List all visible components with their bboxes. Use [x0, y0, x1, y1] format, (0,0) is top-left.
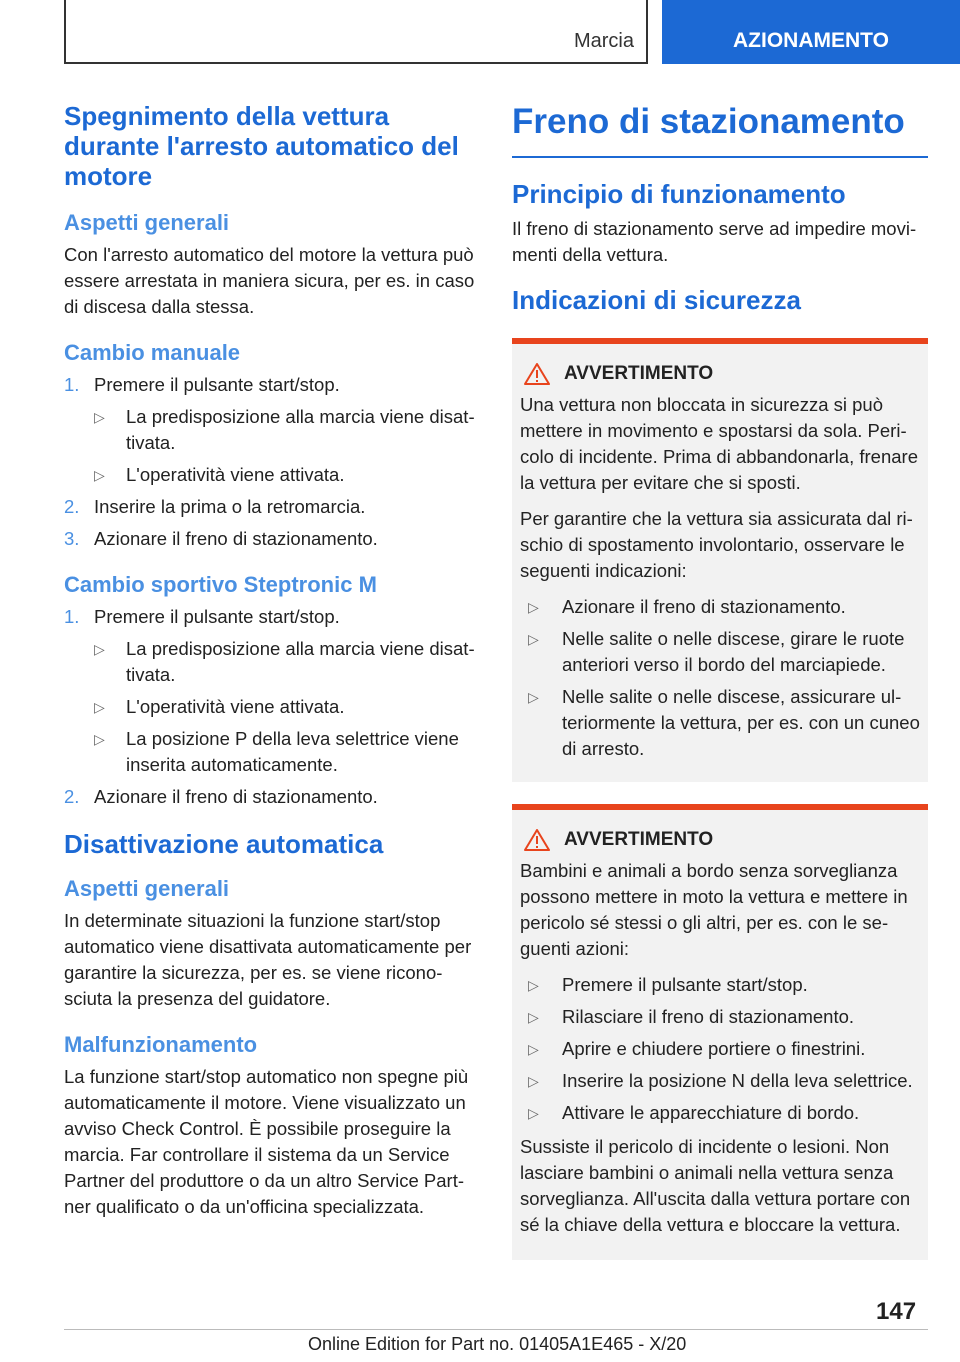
paragraph: Il freno di stazionamento serve ad impedire movimenti della vettura.	[512, 217, 917, 265]
list-item: ▷ La predisposizione alla marcia viene disattivata.	[92, 636, 478, 688]
triangle-bullet-icon: ▷	[528, 1072, 539, 1089]
numbered-list	[64, 372, 478, 552]
warning-triangle-icon	[524, 828, 550, 852]
triangle-bullet-icon: ▷	[528, 598, 539, 615]
left-column	[64, 102, 478, 1240]
paragraph: Una vettura non bloccata in sicurezza si può mettere in movimento e spostarsi da sola. Pericolo di incidente. Prima di abbandonarla, frenare la vettura per evitare che si sposti.	[520, 393, 918, 493]
list-item: ▷ Inserire la posizione N della leva selettrice.	[520, 1068, 920, 1094]
triangle-bullet-icon: ▷	[94, 698, 105, 715]
triangle-bullet-icon: ▷	[528, 1040, 539, 1057]
section-general-2	[64, 876, 478, 1012]
header-frame	[64, 0, 648, 64]
triangle-bullet-icon: ▷	[94, 640, 105, 657]
bullet-list	[520, 594, 920, 762]
triangle-bullet-icon: ▷	[94, 408, 105, 425]
subsection-title: Cambio sportivo Steptronic M	[64, 571, 377, 597]
footer-text: Online Edition for Part no. 01405A1E465 - X/20	[308, 1334, 687, 1354]
right-column	[512, 102, 928, 1278]
triangle-bullet-icon: ▷	[528, 688, 539, 705]
page-number: 147	[876, 1298, 917, 1325]
list-item: ▷ Azionare il freno di stazionamento.	[520, 594, 920, 620]
paragraph: Per garantire che la vettura sia assicurata dal rischio di spostamento involontario, osservare le seguenti indicazioni:	[520, 507, 913, 581]
warning-triangle-icon	[524, 362, 550, 386]
section-principle	[512, 180, 928, 268]
warning-label: AVVERTIMENTO	[564, 362, 714, 384]
paragraph: In determinate situazioni la funzione start/stop automatico viene disattivata automaticamente per garantire la sicurezza, per es. se viene riconosciuta la presenza del guidatore.	[64, 909, 472, 1009]
bullet-list	[92, 404, 478, 488]
subsection-title: Cambio manuale	[64, 339, 241, 365]
header-section: Marcia	[573, 30, 634, 52]
triangle-bullet-icon: ▷	[528, 976, 539, 993]
triangle-bullet-icon: ▷	[528, 1104, 539, 1121]
warning-box	[512, 338, 928, 782]
header-chapter-tab: AZIONAMENTO	[662, 0, 960, 64]
triangle-bullet-icon: ▷	[528, 630, 539, 647]
triangle-bullet-icon: ▷	[94, 466, 105, 483]
paragraph: La funzione start/stop automatico non spegne più automaticamente il motore. Viene visualizzato un avviso Check Control. È possibile proseguire la marcia. Far controllare il sistema da un Service Partner del produttore o da un altro Service Partner qualificato o da un'officina specializzata.	[64, 1065, 469, 1217]
list-item: ▷ Nelle salite o nelle discese, assicurare ulteriormente la vettura, per es. con un cuneo di arresto.	[520, 684, 920, 762]
footer-divider	[64, 1329, 928, 1330]
list-item: ▷ La posizione P della leva selettrice viene inserita automaticamente.	[92, 726, 478, 778]
section-manual-gearbox	[64, 340, 478, 552]
paragraph: Sussiste il pericolo di incidente o lesioni. Non lasciare bambini o animali nella vettura senza sorveglianza. All'uscita dalla vettura portare con sé la chiave della vettura e bloccare la vettura.	[520, 1135, 911, 1235]
list-item: 1. Premere il pulsante start/stop.	[64, 605, 340, 627]
list-item: 2. Inserire la prima o la retromarcia.	[64, 495, 366, 517]
section-steptronic	[64, 572, 478, 810]
list-item: 2. Azionare il freno di stazionamento.	[64, 785, 378, 807]
triangle-bullet-icon: ▷	[94, 730, 105, 747]
warning-box	[512, 804, 928, 1260]
subsection-title: Aspetti generali	[64, 875, 230, 901]
numbered-list	[64, 604, 478, 810]
list-item: ▷ L'operatività viene attivata.	[92, 462, 478, 488]
list-item: 1. Premere il pulsante start/stop.	[64, 373, 340, 395]
warning-label: AVVERTIMENTO	[564, 828, 714, 850]
section-title: Principio di funzionamento	[512, 179, 846, 209]
triangle-bullet-icon: ▷	[528, 1008, 539, 1025]
list-item: ▷ Attivare le apparecchiature di bordo.	[520, 1100, 920, 1126]
chapter-title: Freno di stazionamento	[512, 102, 928, 158]
list-item: ▷ L'operatività viene attivata.	[92, 694, 478, 720]
section-title: Indicazioni di sicurezza	[512, 284, 801, 315]
paragraph: Con l'arresto automatico del motore la vettura può essere arrestata in maniera sicura, per es. in caso di discesa dalla stessa.	[64, 243, 475, 317]
list-item: ▷ La predisposizione alla marcia viene disattivata.	[92, 404, 478, 456]
list-item: 3. Azionare il freno di stazionamento.	[64, 527, 378, 549]
list-item: ▷ Premere il pulsante start/stop.	[520, 972, 920, 998]
paragraph: Bambini e animali a bordo senza sorveglianza possono mettere in moto la vettura e mettere in pericolo sé stessi o gli altri, per es. con le seguenti azioni:	[520, 859, 908, 959]
section-malfunction	[64, 1032, 478, 1220]
subsection-title: Aspetti generali	[64, 209, 230, 235]
bullet-list	[520, 972, 920, 1126]
section-title: Spegnimento della vettura durante l'arresto automatico del motore	[64, 101, 459, 191]
section-title: Disattivazione automatica	[64, 828, 384, 859]
section-general	[64, 210, 478, 320]
list-item: ▷ Nelle salite o nelle discese, girare le ruote anteriori verso il bordo del marciapiede.	[520, 626, 920, 678]
list-item: ▷ Aprire e chiudere portiere o finestrini.	[520, 1036, 920, 1062]
subsection-title: Malfunzionamento	[64, 1031, 258, 1057]
bullet-list	[92, 636, 478, 778]
list-item: ▷ Rilasciare il freno di stazionamento.	[520, 1004, 920, 1030]
